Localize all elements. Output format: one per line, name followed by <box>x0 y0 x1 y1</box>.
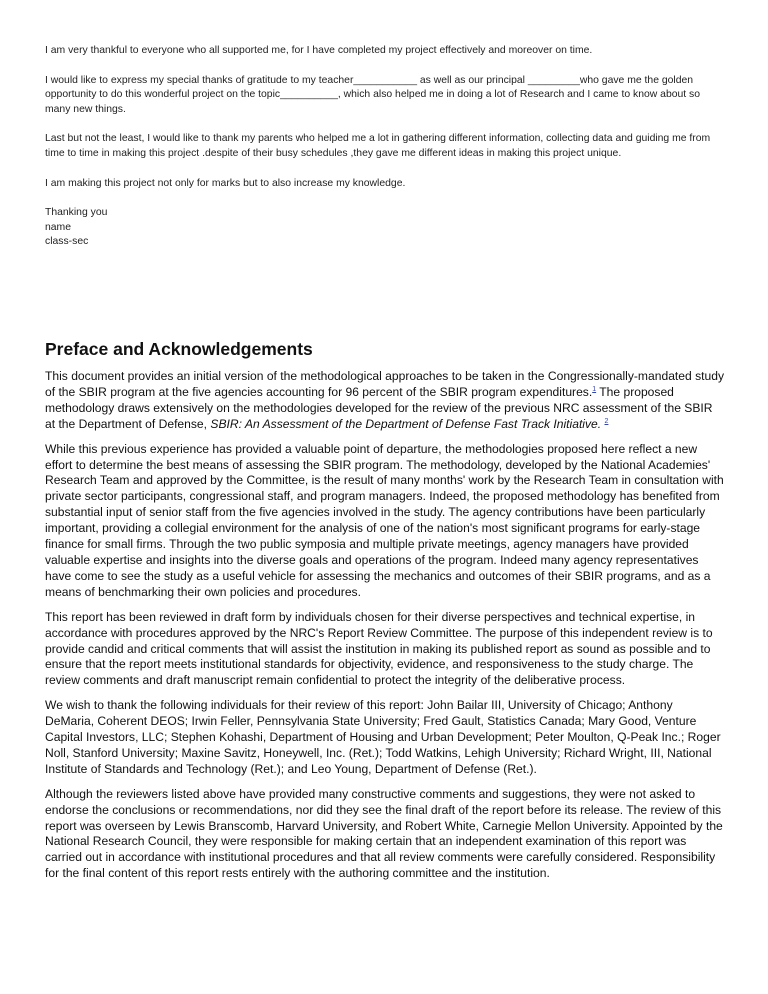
preface-p1-text-a: This document provides an initial version of the methodological approaches to be taken in the Congressionally-mandated study of the SBIR program at the five agencies accounting for 96 percent of the SBIR program expenditures. <box>45 369 724 399</box>
ack-paragraph-3: Last but not the least, I would like to thank my parents who helped me a lot in gathering different information, collecting data and guiding me from time to time in making this project .despite of their busy schedules ,they gave me different ideas in making this project unique. <box>45 133 711 159</box>
preface-paragraph-2: While this previous experience has provided a valuable point of departure, the methodologies proposed here reflect a new effort to determine the best means of assessing the SBIR program. The methodology, developed by the National Academies' Research Team and approved by the Committee, is the result of many months' work by the Research Team in consultation with private sector participants, congressional staff, and program managers. Indeed, the proposed methodology has benefited from substantial input of senior staff from the five agencies involved in the study. The agency contributions have been particularly important, providing a collegial environment for the analysis of one of the nation's most significant programs for early-stage finance for small firms. Through the two public symposia and multiple private meetings, agency managers have provided valuable expertise and insights into the diverse goals and operations of the program. Indeed many agency representatives have come to see the study as a useful vehicle for assessing the mechanics and outcomes of their SBIR programs, and as a means of benchmarking their own policies and procedures. <box>45 441 724 599</box>
preface-paragraph-5: Although the reviewers listed above have provided many constructive comments and suggestions, they were not asked to endorse the conclusions or recommendations, nor did they see the final draft of the report before its release. The review of this report was overseen by Lewis Branscomb, Harvard University, and Robert White, Carnegie Mellon University. Appointed by the National Research Council, they were responsible for making certain that an independent examination of this report was carried out in accordance with institutional procedures and that all review comments were carefully considered. Responsibility for the final content of this report rests entirely with the authoring committee and the institution. <box>45 786 723 881</box>
preface-title: Preface and Acknowledgements <box>45 339 313 359</box>
ack-paragraph-4: I am making this project not only for marks but to also increase my knowledge. <box>45 177 406 189</box>
sign-name: name <box>45 221 71 233</box>
footnote-link-1[interactable]: 1 <box>592 385 597 393</box>
preface-p1-text-b: The proposed methodology draws extensively on the methodologies developed for the review of the previous NRC assessment of the SBIR at the Department of Defense, <box>45 384 713 431</box>
preface-paragraph-1 <box>45 369 725 433</box>
acknowledgement-section <box>45 44 725 250</box>
signature-block <box>45 206 725 250</box>
sign-thanks: Thanking you <box>45 207 108 219</box>
footnote-link-2[interactable]: 2 <box>604 417 609 425</box>
preface-paragraph-3: This report has been reviewed in draft form by individuals chosen for their diverse perspectives and technical expertise, in accordance with procedures approved by the NRC's Report Review Committee. The purpose of this independent review is to provide candid and critical comments that will assist the institution in making its published report as sound as possible and to ensure that the report meets institutional standards for objectivity, evidence, and responsiveness to the study charge. The review comments and draft manuscript remain confidential to protect the integrity of the deliberative process. <box>45 609 713 688</box>
ack-paragraph-1: I am very thankful to everyone who all supported me, for I have completed my project effectively and moreover on time. <box>45 45 593 56</box>
preface-section <box>45 338 725 891</box>
preface-paragraph-4: We wish to thank the following individuals for their review of this report: John Bailar III, University of Chicago; Anthony DeMaria, Coherent DEOS; Irwin Feller, Pennsylvania State University; Fred Gault, Statistics Canada; Mary Good, Venture Capital Investors, LLC; Stephen Kohashi, Department of Housing and Urban Development; Peter Moulton, Q-Peak Inc.; Roger Noll, Stanford University; Maxine Savitz, Honeywell, Inc. (Ret.); Todd Watkins, Lehigh University; Richard Wright, III, National Institute of Standards and Technology (Ret.); and Leo Young, Department of Defense (Ret.). <box>45 698 721 776</box>
ack-paragraph-2: I would like to express my special thanks of gratitude to my teacher___________ as well as our principal _________who gave me the golden opportunity to do this wonderful project on the topic__________, which also helped me in doing a lot of Research and I came to know about so many new things. <box>45 74 701 115</box>
preface-p1-italic-title: SBIR: An Assessment of the Department of Defense Fast Track Initiative. <box>210 416 602 431</box>
sign-class: class-sec <box>45 236 89 248</box>
